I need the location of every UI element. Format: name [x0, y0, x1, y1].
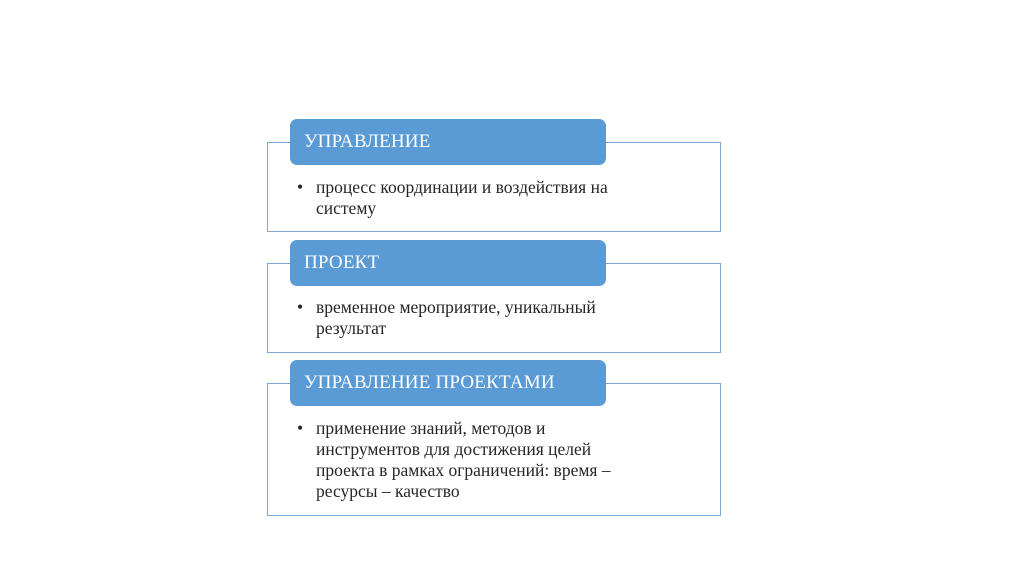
block-management — [267, 119, 721, 233]
block-project — [267, 240, 721, 354]
definition-list — [297, 418, 697, 502]
list-item — [297, 297, 697, 339]
line: результат — [316, 318, 387, 338]
definition-list — [297, 177, 697, 219]
line: систему — [316, 198, 377, 218]
bullet-icon: • — [297, 297, 304, 317]
line: инструментов для достижения целей — [316, 439, 592, 459]
bullet-icon: • — [297, 418, 304, 438]
line: ресурсы – качество — [316, 481, 460, 501]
bullet-icon: • — [297, 177, 304, 197]
block-title: УПРАВЛЕНИЕ ПРОЕКТАМИ — [290, 360, 606, 406]
block-title: УПРАВЛЕНИЕ — [290, 119, 606, 165]
line: процесс координации и воздействия на — [316, 177, 608, 197]
list-item — [297, 418, 697, 502]
line: временное мероприятие, уникальный — [316, 297, 596, 317]
definition-list — [297, 297, 697, 339]
line: проекта в рамках ограничений: время – — [316, 460, 611, 480]
line: применение знаний, методов и — [316, 418, 546, 438]
block-project-management — [267, 360, 721, 518]
block-title: ПРОЕКТ — [290, 240, 606, 286]
list-item — [297, 177, 697, 219]
